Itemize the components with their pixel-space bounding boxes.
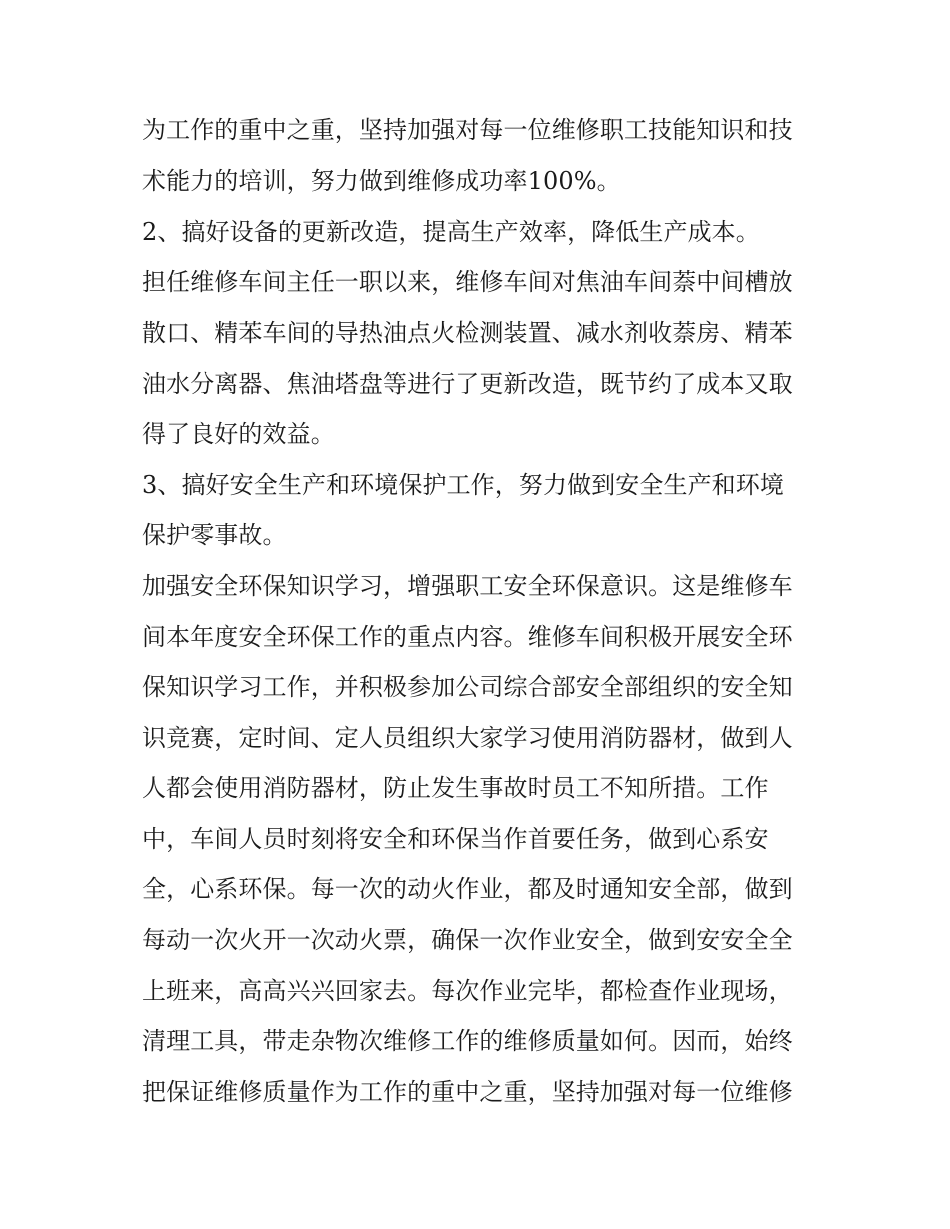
- text-line: 每动一次火开一次动火票，确保一次作业安全，做到安安全全: [142, 926, 793, 954]
- text-line: 保知识学习工作，并积极参加公司综合部安全部组织的安全知: [142, 673, 793, 701]
- text-line: 担任维修车间主任一职以来，维修车间对焦油车间萘中间槽放: [142, 268, 793, 296]
- text-line: 术能力的培训，努力做到维修成功率100%。: [142, 167, 621, 195]
- text-line: 中，车间人员时刻将安全和环保当作首要任务，做到心系安: [142, 825, 769, 853]
- text-line: 间本年度安全环保工作的重点内容。维修车间积极开展安全环: [142, 623, 793, 651]
- text-line: 得了良好的效益。: [142, 420, 335, 448]
- text-line: 散口、精苯车间的导热油点火检测装置、减水剂收萘房、精苯: [142, 319, 793, 347]
- section-heading: 保护零事故。: [142, 521, 287, 549]
- text-line: 识竞赛，定时间、定人员组织大家学习使用消防器材，做到人: [142, 724, 793, 752]
- text-line: 清理工具，带走杂物次维修工作的维修质量如何。因而，始终: [142, 1027, 793, 1055]
- text-line: 人都会使用消防器材，防止发生事故时员工不知所措。工作: [142, 774, 769, 802]
- text-line: 油水分离器、焦油塔盘等进行了更新改造，既节约了成本又取: [142, 370, 793, 398]
- text-line: 上班来，高高兴兴回家去。每次作业完毕，都检查作业现场，: [142, 977, 793, 1005]
- text-line: 加强安全环保知识学习，增强职工安全环保意识。这是维修车: [142, 572, 793, 600]
- section-heading: 3、搞好安全生产和环境保护工作，努力做到安全生产和环境: [142, 471, 784, 499]
- text-line: 把保证维修质量作为工作的重中之重，坚持加强对每一位维修: [142, 1078, 793, 1106]
- text-line: 全，心系环保。每一次的动火作业，都及时通知安全部，做到: [142, 875, 793, 903]
- text-line: 为工作的重中之重，坚持加强对每一位维修职工技能知识和技: [142, 116, 793, 144]
- section-heading: 2、搞好设备的更新改造，提高生产效率，降低生产成本。: [142, 218, 760, 246]
